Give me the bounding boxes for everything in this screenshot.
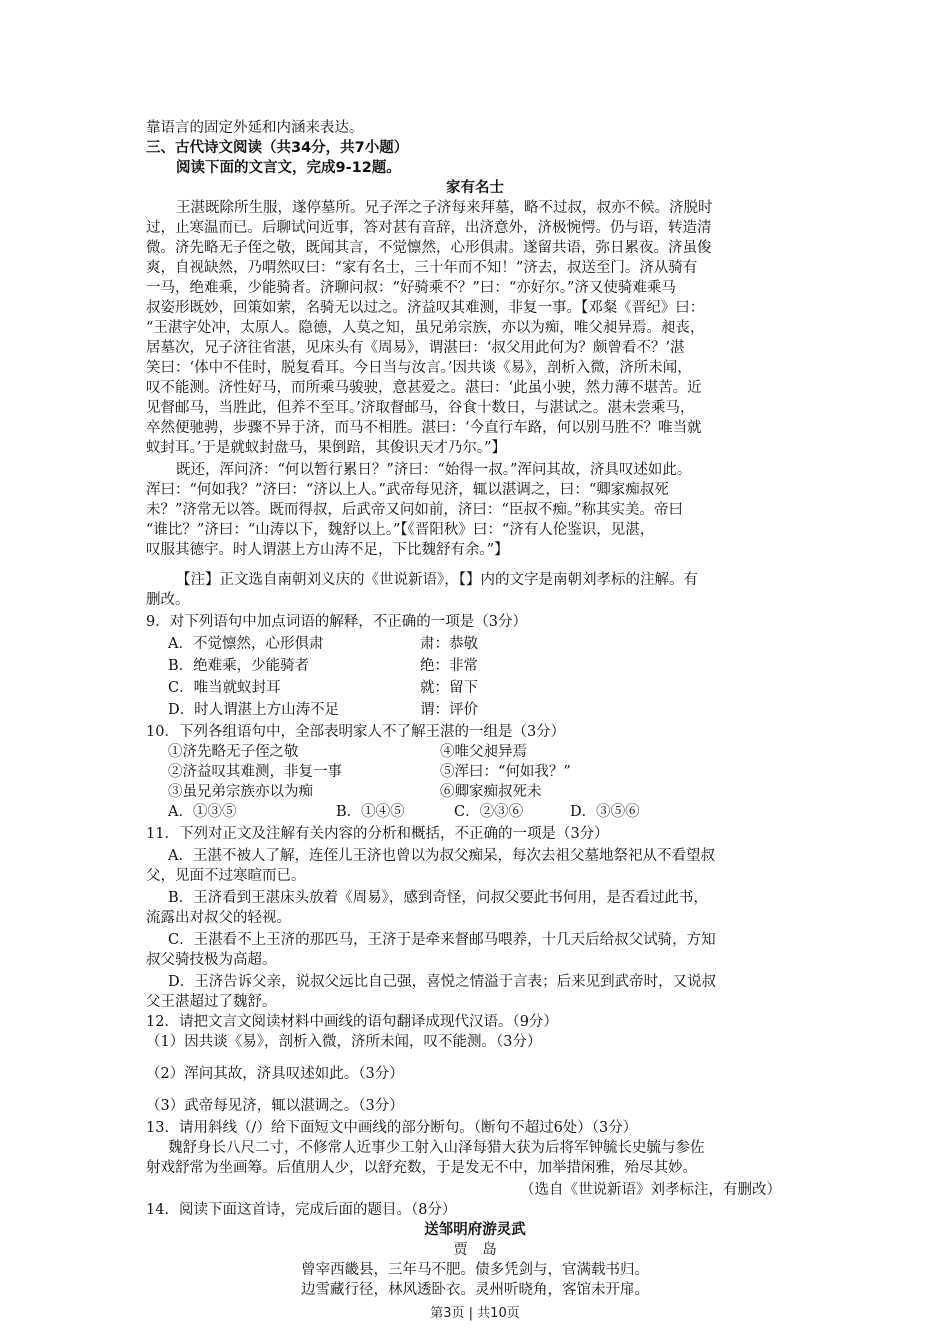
q13-text-line: 射戏舒常为坐画筹。后值朋人少，以舒充数，于是发无不中，加举措闲雅，殆尽其妙。 (146, 1160, 697, 1176)
q9-stem: 9．对下列语句中加点词语的解释，不正确的一项是（3分） (146, 614, 527, 630)
passage-line: 叹不能测。济性好马，而所乘马骏驶，意甚爱之。湛曰：‘此虽小驶，然力薄不堪苦。近 (146, 380, 702, 396)
passage-line: 爽，自视缺然，乃喟然叹曰：“家有名士，三十年而不知！”济去，叔送至门。济从骑有 (146, 260, 698, 276)
q10-answer-a: A．①③⑤ (168, 804, 237, 820)
q13-text-line: 魏舒身长八尺二寸，不修常人近事少工射入山泽每猎大获为后将军钟毓长史毓与参佐 (168, 1140, 705, 1156)
q12-part-2: （2）浑问其故，济具叹述如此。（3分） (146, 1066, 404, 1082)
q10-item: ⑤浑曰：“何如我？” (440, 764, 571, 780)
passage-line: 过，止寒温而已。后聊试问近事，答对甚有音辞，出济意外，济极惋愕。仍与语，转造清 (146, 220, 712, 236)
q14-stem: 14．阅读下面这首诗，完成后面的题目。（8分） (146, 1202, 457, 1218)
passage-line: 笑曰：‘体中不佳时，脱复看耳。今日当与汝言。’因共谈《易》，剖析入微，济所未闻， (146, 360, 692, 376)
q11-option-line: 父，见面不过寒暄而已。 (146, 868, 306, 884)
passage-line: 既还，浑问济：“何以暂行累日？”济曰：“始得一叔。”浑问其故，济具叹述如此。 (176, 462, 692, 478)
q9-option-b: B．绝难乘，少能骑者 (168, 658, 310, 674)
passage-line: 居墓次，兄子济往省湛，见床头有《周易》，谓湛曰：‘叔父用此何为？颇曾看不？’湛 (146, 340, 685, 356)
passage-line: 叹服其德宇。时人谓湛上方山涛不足，下比魏舒有余。”】 (146, 542, 509, 558)
passage-line: 王湛既除所生服，遂停墓所。兄子浑之子济每来拜墓，略不过叔，叔亦不候。济脱时 (176, 200, 713, 216)
q11-stem: 11．下列对正文及注解有关内容的分析和概括，不正确的一项是（3分） (146, 826, 609, 842)
passage-line: 叔姿形既妙，回策如萦，名骑无以过之。济益叹其难测，非复一事。【邓粲《晋纪》曰： (146, 300, 705, 316)
q10-item: ③虽兄弟宗族亦以为痴 (168, 784, 313, 800)
q12-stem: 12．请把文言文阅读材料中画线的语句翻译成现代汉语。（9分） (146, 1014, 558, 1030)
q11-option-line: 父王湛超过了魏舒。 (146, 994, 277, 1010)
q11-option-line: D．王济告诉父亲，说叔父远比自己强，喜悦之情溢于言表；后来见到武帝时，又说叔 (168, 974, 717, 990)
q10-answer-d: D．③⑤⑥ (570, 804, 640, 820)
poem-line: 曾宰西畿县，三年马不肥。债多凭剑与，官满载书归。 (301, 1262, 649, 1278)
poem-author: 贾 岛 (453, 1242, 497, 1258)
q11-option-line: B．王济看到王湛床头放着《周易》，感到奇怪，问叔父要此书何用，是否看过此书， (168, 890, 708, 906)
poem-title: 送邹明府游灵武 (424, 1222, 526, 1238)
passage-line: “王湛字处冲，太原人。隐德，人莫之知，虽兄弟宗族，亦以为痴，唯父昶异焉。昶丧， (146, 320, 705, 336)
q10-item: ②济益叹其难测，非复一事 (168, 764, 342, 780)
q9-gloss-c: 就：留下 (420, 680, 478, 696)
q13-stem: 13．请用斜线（/）给下面短文中画线的部分断句。（断句不超过6处）（3分） (146, 1120, 638, 1136)
q9-gloss-a: 肃：恭敬 (420, 636, 478, 652)
q10-item: ⑥卿家痴叔死未 (440, 784, 542, 800)
note-line: 【注】正文选自南朝刘义庆的《世说新语》，【】内的文字是南朝刘孝标的注解。有 (176, 572, 698, 588)
q12-part-3: （3）武帝每见济，辄以湛调之。（3分） (146, 1098, 404, 1114)
instruction: 阅读下面的文言文，完成9-12题。 (176, 160, 401, 176)
section-title: 三、古代诗文阅读（共34分，共7小题） (146, 140, 409, 156)
q11-option-line: A．王湛不被人了解，连侄儿王济也曾以为叔父痴呆，每次去祖父墓地祭祀从不看望叔 (168, 848, 715, 864)
q10-item: ④唯父昶异焉 (440, 744, 527, 760)
passage-line: 未？”济常无以答。既而得叔，后武帝又问如前，济曰：“臣叔不痴。”称其实美。帝曰 (146, 502, 683, 518)
passage-line: 见督邮马，当胜此，但养不至耳。’济取督邮马，谷食十数日，与湛试之。湛未尝乘马， (146, 400, 695, 416)
passage-line: “谁比？”济曰：“山涛以下，魏舒以上。”【《晋阳秋》曰：“济有人伦鉴识，见湛， (146, 522, 655, 538)
poem-line: 边雪藏行径，林风透卧衣。灵州听晓角，客馆未开扉。 (301, 1282, 649, 1298)
q11-option-line: 流露出对叔父的轻视。 (146, 910, 291, 926)
note-line: 删改。 (146, 592, 190, 608)
q10-stem: 10．下列各组语句中，全部表明家人不了解王湛的一组是（3分） (146, 724, 566, 740)
passage-line: 微。济先略无子侄之敬，既闻其言，不觉懔然，心形俱肃。遂留共语，弥日累夜。济虽俊 (146, 240, 712, 256)
passage-line: 浑曰：“何如我？”济曰：“济以上人。”武帝每见济，辄以湛调之，曰：“卿家痴叔死 (146, 482, 669, 498)
q9-option-c: C．唯当就蚁封耳 (168, 680, 281, 696)
q10-answer-b: B．①④⑤ (336, 804, 405, 820)
q11-option-line: C．王湛看不上王济的那匹马，王济于是牵来督邮马喂养，十几天后给叔父试骑，方知 (168, 932, 716, 948)
q11-option-line: 叔父骑技极为高超。 (146, 952, 277, 968)
passage-line: 卒然便驰骋，步骤不异于济，而马不相胜。湛曰：‘今直行车路，何以别马胜不？唯当就 (146, 420, 702, 436)
q9-option-d: D．时人谓湛上方山涛不足 (168, 702, 340, 718)
q9-gloss-d: 谓：评价 (420, 702, 478, 718)
q13-source: （选自《世说新语》刘孝标注，有删改） (520, 1182, 781, 1198)
page-footer: 第3页 | 共10页 (430, 1306, 520, 1321)
q10-answer-c: C．②③⑥ (454, 804, 524, 820)
passage-title: 家有名士 (446, 180, 504, 196)
q9-gloss-b: 绝：非常 (420, 658, 478, 674)
q12-part-1: （1）因共谈《易》，剖析入微，济所未闻，叹不能测。（3分） (146, 1034, 542, 1050)
q9-option-a: A．不觉懔然，心形俱肃 (168, 636, 324, 652)
q10-item: ①济先略无子侄之敬 (168, 744, 299, 760)
passage-line: 一马，绝难乘，少能骑者。济聊问叔：“好骑乘不？”曰：“亦好尔。”济又使骑难乘马 (146, 280, 676, 296)
passage-line: 蚁封耳。’于是就蚁封盘马，果倒踣，其俊识天才乃尔。”】 (146, 440, 507, 456)
intro-tail: 靠语言的固定外延和内涵来表达。 (146, 120, 364, 136)
